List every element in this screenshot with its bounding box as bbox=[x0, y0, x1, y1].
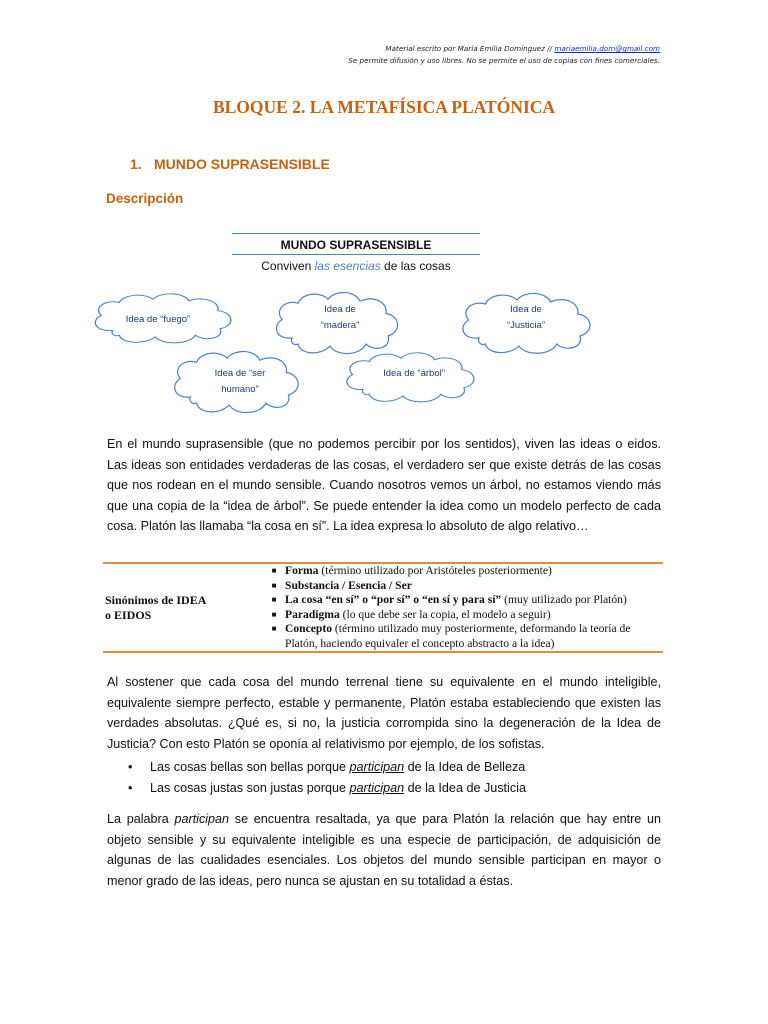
author-email-link[interactable]: mariaemilia.dom@gmail.com bbox=[554, 44, 660, 53]
synonym-item bbox=[255, 593, 663, 608]
cloud-label-madera bbox=[280, 302, 400, 334]
bullet-icon: ■ bbox=[271, 624, 277, 633]
bullet-icon: ■ bbox=[271, 609, 277, 619]
synonym-term: Concepto bbox=[285, 622, 333, 635]
synonym-desc: (lo que debe ser la copia, el modelo a seguir) bbox=[339, 607, 551, 621]
page-title: BLOQUE 2. LA METAFÍSICA PLATÓNICA bbox=[212, 97, 556, 117]
synonym-desc: (término utilizado muy posteriormente, deformando la teoría de Platón, haciendo equivaler el concepto abstracto a la idea) bbox=[285, 622, 631, 650]
synonym-term: Substancia / Esencia / Ser bbox=[285, 578, 412, 592]
cloud-label-line: “Justicia” bbox=[506, 320, 545, 331]
section-number: 1. bbox=[130, 156, 142, 172]
synonyms-label-line: o EIDOS bbox=[105, 607, 152, 622]
cloud-label-fuego bbox=[96, 312, 220, 328]
cloud-label-line: “madera” bbox=[320, 320, 360, 331]
synonym-desc: (muy utilizado por Platón) bbox=[501, 593, 627, 606]
list-item-emphasis: participan bbox=[349, 781, 405, 795]
section-label: MUNDO SUPRASENSIBLE bbox=[154, 156, 330, 172]
bullet-icon: • bbox=[128, 781, 133, 795]
list-item bbox=[128, 757, 658, 778]
paragraph-ideas: En el mundo suprasensible (que no podemos percibir por los sentidos), viven las ideas o eidos. Las ideas son entidades verdaderas de las cosas, el verdadero ser que existe detrás de las cosas que nos rodean en el mundo sensible. Cuando nosotros vemos un árbol, no estamos viendo más que una copia de la “idea de árbol”. Se puede entender la idea como un modelo perfecto de cada cosa. Platón las llamaba “la cosa en sí”. La idea expresa lo absoluto de algo relativo… bbox=[107, 437, 661, 533]
bullet-icon: ■ bbox=[271, 566, 277, 575]
synonyms-table bbox=[103, 562, 663, 653]
subheading: Descripción bbox=[106, 191, 184, 206]
diagram-title: MUNDO SUPRASENSIBLE bbox=[280, 238, 432, 252]
license-note: Se permite difusión y uso libres. No se permite el uso de copias con fines comerciales. bbox=[348, 56, 660, 65]
cloud-label-line: Idea de bbox=[324, 304, 356, 315]
paragraph-pre: La palabra bbox=[107, 812, 169, 826]
cloud-label-line: Idea de “árbol” bbox=[383, 368, 445, 379]
cloud-label-line: humano” bbox=[221, 384, 259, 395]
synonym-item bbox=[255, 622, 663, 651]
synonyms-list bbox=[255, 563, 663, 652]
cloud-label-arbol bbox=[352, 366, 476, 382]
cloud-label-line: Idea de “ser bbox=[214, 368, 266, 379]
synonym-item bbox=[255, 608, 663, 623]
list-item bbox=[128, 778, 658, 799]
participation-list bbox=[128, 757, 658, 799]
diagram-subtitle-post: de las cosas bbox=[384, 259, 451, 273]
synonym-item bbox=[255, 564, 663, 579]
paragraph-post: se encuentra resaltada, ya que para Platón la relación que hay entre un objeto sensible y su equivalente inteligible es una especie de participación, de adquisición de algunas de las cualidades esenciales. Los objetos del mundo sensible participan en mayor o menor grado de las ideas, pero nunca se ajustan en su totalidad a éstas. bbox=[107, 812, 662, 888]
diagram-subtitle-pre: Conviven bbox=[261, 259, 312, 273]
synonym-term: La cosa “en sí” o “por sí” o “en sí y para sí” bbox=[285, 593, 502, 606]
paragraph-emphasis: participan bbox=[174, 812, 230, 826]
bullet-icon: ■ bbox=[271, 580, 277, 590]
author-credit: Material escrito por María Emilia Domínguez // bbox=[385, 44, 553, 53]
synonym-term: Forma bbox=[285, 564, 319, 577]
list-item-emphasis: participan bbox=[349, 760, 405, 774]
synonyms-label bbox=[103, 563, 255, 652]
cloud-label-justicia bbox=[466, 302, 586, 334]
synonym-item bbox=[255, 579, 663, 594]
list-item-pre: Las cosas justas son justas porque bbox=[150, 781, 347, 795]
paragraph-participation bbox=[107, 809, 661, 891]
list-item-post: de la Idea de Justicia bbox=[407, 781, 526, 795]
list-item-pre: Las cosas bellas son bellas porque bbox=[150, 760, 347, 774]
diagram-subtitle-highlight: las esencias bbox=[314, 259, 381, 273]
synonym-term: Paradigma bbox=[285, 607, 340, 621]
bullet-icon: • bbox=[128, 760, 133, 774]
cloud-label-line: Idea de “fuego” bbox=[125, 314, 191, 325]
synonyms-label-line: Sinónimos de IDEA bbox=[105, 592, 207, 607]
list-item-post: de la Idea de Belleza bbox=[407, 760, 526, 774]
cloud-label-line: Idea de bbox=[510, 304, 542, 315]
synonym-desc: (término utilizado por Aristóteles posteriormente) bbox=[318, 564, 552, 577]
bullet-icon: ■ bbox=[271, 595, 277, 604]
paragraph-absolute-truths: Al sostener que cada cosa del mundo terrenal tiene su equivalente en el mundo inteligible, equivalente siempre perfecto, estable y permanente, Platón estaba estableciendo que existen las verdades absolutas. ¿Qué es, si no, la justicia corrompida sino la degeneración de la Idea de Justicia? Con esto Platón se oponía al relativismo por ejemplo, de los sofistas. bbox=[107, 675, 661, 751]
cloud-label-ser-humano bbox=[180, 366, 300, 398]
